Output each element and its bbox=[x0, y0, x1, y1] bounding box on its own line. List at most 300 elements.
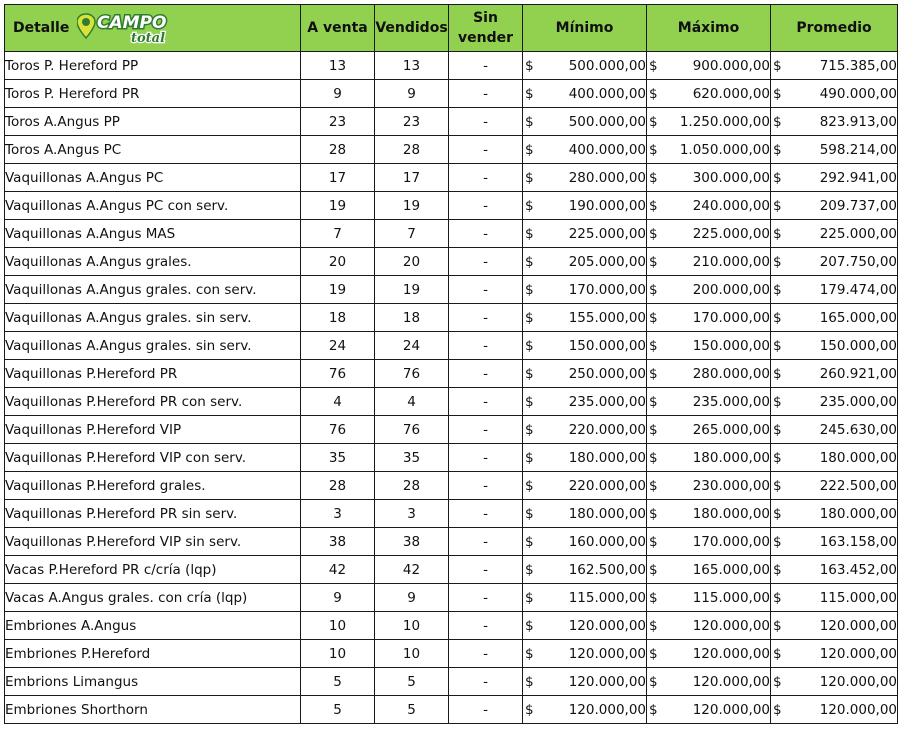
table-row bbox=[5, 80, 898, 108]
currency-symbol: $ bbox=[525, 113, 534, 130]
cell-vendidos: 76 bbox=[375, 416, 449, 444]
currency-symbol: $ bbox=[773, 505, 782, 522]
cell-a-venta: 76 bbox=[301, 360, 375, 388]
amount-value: 210.000,00 bbox=[692, 253, 770, 270]
table-row bbox=[5, 108, 898, 136]
cell-detalle: Vaquillonas A.Angus MAS bbox=[5, 220, 301, 248]
amount-value: 165.000,00 bbox=[692, 561, 770, 578]
amount-value: 163.452,00 bbox=[819, 561, 897, 578]
table-row bbox=[5, 388, 898, 416]
cell-a-venta: 10 bbox=[301, 612, 375, 640]
cell-vendidos: 10 bbox=[375, 612, 449, 640]
cell-vendidos: 20 bbox=[375, 248, 449, 276]
table-row bbox=[5, 192, 898, 220]
cell-detalle: Vaquillonas A.Angus PC con serv. bbox=[5, 192, 301, 220]
cell-vendidos: 19 bbox=[375, 192, 449, 220]
currency-symbol: $ bbox=[773, 197, 782, 214]
cell-vendidos: 9 bbox=[375, 584, 449, 612]
currency-symbol: $ bbox=[525, 141, 534, 158]
amount-value: 165.000,00 bbox=[819, 309, 897, 326]
amount-value: 170.000,00 bbox=[568, 281, 646, 298]
cell-vendidos: 17 bbox=[375, 164, 449, 192]
currency-symbol: $ bbox=[525, 645, 534, 662]
cell-vendidos: 28 bbox=[375, 472, 449, 500]
cell-a-venta: 5 bbox=[301, 696, 375, 724]
cell-maximo bbox=[647, 696, 771, 724]
cell-maximo bbox=[647, 192, 771, 220]
cell-sin-vender: - bbox=[449, 556, 523, 584]
currency-symbol: $ bbox=[525, 393, 534, 410]
table-row bbox=[5, 304, 898, 332]
cell-sin-vender: - bbox=[449, 612, 523, 640]
cell-minimo bbox=[523, 220, 647, 248]
currency-symbol: $ bbox=[773, 281, 782, 298]
cell-vendidos: 23 bbox=[375, 108, 449, 136]
amount-value: 265.000,00 bbox=[692, 421, 770, 438]
currency-symbol: $ bbox=[649, 141, 658, 158]
amount-value: 200.000,00 bbox=[692, 281, 770, 298]
currency-symbol: $ bbox=[525, 701, 534, 718]
cell-sin-vender: - bbox=[449, 360, 523, 388]
currency-symbol: $ bbox=[525, 365, 534, 382]
cell-minimo bbox=[523, 304, 647, 332]
amount-value: 222.500,00 bbox=[819, 477, 897, 494]
cell-detalle: Toros P. Hereford PP bbox=[5, 52, 301, 80]
cell-a-venta: 76 bbox=[301, 416, 375, 444]
currency-symbol: $ bbox=[525, 281, 534, 298]
amount-value: 120.000,00 bbox=[692, 701, 770, 718]
cell-a-venta: 38 bbox=[301, 528, 375, 556]
currency-symbol: $ bbox=[773, 225, 782, 242]
cell-detalle: Toros A.Angus PC bbox=[5, 136, 301, 164]
cell-vendidos: 4 bbox=[375, 388, 449, 416]
currency-symbol: $ bbox=[649, 561, 658, 578]
currency-symbol: $ bbox=[649, 393, 658, 410]
amount-value: 180.000,00 bbox=[692, 505, 770, 522]
cell-minimo bbox=[523, 248, 647, 276]
auction-results-table bbox=[4, 4, 898, 724]
currency-symbol: $ bbox=[649, 365, 658, 382]
cell-sin-vender: - bbox=[449, 668, 523, 696]
currency-symbol: $ bbox=[525, 505, 534, 522]
cell-promedio bbox=[771, 304, 898, 332]
amount-value: 120.000,00 bbox=[568, 617, 646, 634]
amount-value: 225.000,00 bbox=[692, 225, 770, 242]
cell-a-venta: 10 bbox=[301, 640, 375, 668]
currency-symbol: $ bbox=[525, 225, 534, 242]
currency-symbol: $ bbox=[525, 617, 534, 634]
cell-vendidos: 10 bbox=[375, 640, 449, 668]
cell-a-venta: 19 bbox=[301, 192, 375, 220]
cell-maximo bbox=[647, 332, 771, 360]
amount-value: 220.000,00 bbox=[568, 477, 646, 494]
cell-maximo bbox=[647, 444, 771, 472]
currency-symbol: $ bbox=[773, 113, 782, 130]
amount-value: 230.000,00 bbox=[692, 477, 770, 494]
cell-promedio bbox=[771, 388, 898, 416]
cell-promedio bbox=[771, 584, 898, 612]
table-row bbox=[5, 164, 898, 192]
currency-symbol: $ bbox=[649, 169, 658, 186]
amount-value: 120.000,00 bbox=[692, 645, 770, 662]
cell-detalle: Toros A.Angus PP bbox=[5, 108, 301, 136]
cell-detalle: Vacas A.Angus grales. con cría (lqp) bbox=[5, 584, 301, 612]
currency-symbol: $ bbox=[649, 309, 658, 326]
currency-symbol: $ bbox=[649, 281, 658, 298]
amount-value: 155.000,00 bbox=[568, 309, 646, 326]
cell-maximo bbox=[647, 360, 771, 388]
currency-symbol: $ bbox=[649, 57, 658, 74]
amount-value: 162.500,00 bbox=[568, 561, 646, 578]
cell-minimo bbox=[523, 332, 647, 360]
cell-maximo bbox=[647, 640, 771, 668]
amount-value: 620.000,00 bbox=[692, 85, 770, 102]
header-minimo: Mínimo bbox=[523, 5, 647, 52]
amount-value: 150.000,00 bbox=[819, 337, 897, 354]
amount-value: 120.000,00 bbox=[819, 673, 897, 690]
cell-promedio bbox=[771, 612, 898, 640]
cell-minimo bbox=[523, 612, 647, 640]
cell-vendidos: 3 bbox=[375, 500, 449, 528]
cell-minimo bbox=[523, 696, 647, 724]
amount-value: 179.474,00 bbox=[819, 281, 897, 298]
amount-value: 163.158,00 bbox=[819, 533, 897, 550]
cell-a-venta: 9 bbox=[301, 80, 375, 108]
cell-promedio bbox=[771, 640, 898, 668]
cell-vendidos: 5 bbox=[375, 696, 449, 724]
cell-maximo bbox=[647, 304, 771, 332]
cell-a-venta: 5 bbox=[301, 668, 375, 696]
cell-detalle: Vaquillonas P.Hereford grales. bbox=[5, 472, 301, 500]
currency-symbol: $ bbox=[649, 701, 658, 718]
cell-detalle: Toros P. Hereford PR bbox=[5, 80, 301, 108]
cell-vendidos: 18 bbox=[375, 304, 449, 332]
amount-value: 180.000,00 bbox=[568, 449, 646, 466]
cell-promedio bbox=[771, 80, 898, 108]
amount-value: 150.000,00 bbox=[568, 337, 646, 354]
cell-promedio bbox=[771, 136, 898, 164]
cell-minimo bbox=[523, 52, 647, 80]
currency-symbol: $ bbox=[773, 449, 782, 466]
cell-maximo bbox=[647, 528, 771, 556]
currency-symbol: $ bbox=[525, 85, 534, 102]
currency-symbol: $ bbox=[773, 169, 782, 186]
currency-symbol: $ bbox=[773, 701, 782, 718]
currency-symbol: $ bbox=[649, 337, 658, 354]
cell-detalle: Embriones A.Angus bbox=[5, 612, 301, 640]
campo-total-logo bbox=[77, 11, 177, 45]
table-row bbox=[5, 220, 898, 248]
cell-sin-vender: - bbox=[449, 220, 523, 248]
header-detalle bbox=[5, 5, 301, 52]
currency-symbol: $ bbox=[525, 421, 534, 438]
cell-detalle: Vaquillonas A.Angus grales. bbox=[5, 248, 301, 276]
header-row bbox=[5, 5, 898, 52]
cell-maximo bbox=[647, 80, 771, 108]
cell-minimo bbox=[523, 192, 647, 220]
cell-promedio bbox=[771, 696, 898, 724]
cell-a-venta: 9 bbox=[301, 584, 375, 612]
cell-maximo bbox=[647, 416, 771, 444]
cell-promedio bbox=[771, 556, 898, 584]
amount-value: 120.000,00 bbox=[692, 673, 770, 690]
currency-symbol: $ bbox=[773, 85, 782, 102]
currency-symbol: $ bbox=[773, 309, 782, 326]
currency-symbol: $ bbox=[649, 449, 658, 466]
table-row bbox=[5, 556, 898, 584]
currency-symbol: $ bbox=[773, 645, 782, 662]
amount-value: 598.214,00 bbox=[819, 141, 897, 158]
cell-vendidos: 9 bbox=[375, 80, 449, 108]
currency-symbol: $ bbox=[525, 477, 534, 494]
cell-a-venta: 23 bbox=[301, 108, 375, 136]
currency-symbol: $ bbox=[773, 393, 782, 410]
cell-detalle: Vacas P.Hereford PR c/cría (lqp) bbox=[5, 556, 301, 584]
cell-a-venta: 35 bbox=[301, 444, 375, 472]
cell-promedio bbox=[771, 52, 898, 80]
cell-minimo bbox=[523, 584, 647, 612]
cell-vendidos: 5 bbox=[375, 668, 449, 696]
cell-detalle: Vaquillonas A.Angus PC bbox=[5, 164, 301, 192]
currency-symbol: $ bbox=[773, 141, 782, 158]
cell-maximo bbox=[647, 164, 771, 192]
currency-symbol: $ bbox=[525, 253, 534, 270]
amount-value: 500.000,00 bbox=[568, 113, 646, 130]
cell-maximo bbox=[647, 500, 771, 528]
table-row bbox=[5, 52, 898, 80]
currency-symbol: $ bbox=[773, 617, 782, 634]
header-detalle-label: Detalle bbox=[13, 20, 70, 36]
cell-sin-vender: - bbox=[449, 528, 523, 556]
currency-symbol: $ bbox=[525, 673, 534, 690]
amount-value: 235.000,00 bbox=[819, 393, 897, 410]
cell-a-venta: 24 bbox=[301, 332, 375, 360]
amount-value: 490.000,00 bbox=[819, 85, 897, 102]
amount-value: 400.000,00 bbox=[568, 85, 646, 102]
currency-symbol: $ bbox=[525, 589, 534, 606]
cell-minimo bbox=[523, 556, 647, 584]
cell-sin-vender: - bbox=[449, 192, 523, 220]
cell-promedio bbox=[771, 528, 898, 556]
amount-value: 207.750,00 bbox=[819, 253, 897, 270]
amount-value: 170.000,00 bbox=[692, 309, 770, 326]
cell-sin-vender: - bbox=[449, 276, 523, 304]
cell-minimo bbox=[523, 108, 647, 136]
cell-vendidos: 28 bbox=[375, 136, 449, 164]
amount-value: 209.737,00 bbox=[819, 197, 897, 214]
currency-symbol: $ bbox=[525, 309, 534, 326]
cell-a-venta: 4 bbox=[301, 388, 375, 416]
svg-text:CAMPO: CAMPO bbox=[97, 13, 167, 33]
currency-symbol: $ bbox=[773, 589, 782, 606]
table-row bbox=[5, 360, 898, 388]
amount-value: 160.000,00 bbox=[568, 533, 646, 550]
cell-sin-vender: - bbox=[449, 696, 523, 724]
cell-minimo bbox=[523, 444, 647, 472]
cell-sin-vender: - bbox=[449, 80, 523, 108]
cell-detalle: Vaquillonas P.Hereford VIP sin serv. bbox=[5, 528, 301, 556]
currency-symbol: $ bbox=[649, 421, 658, 438]
cell-sin-vender: - bbox=[449, 640, 523, 668]
cell-sin-vender: - bbox=[449, 584, 523, 612]
amount-value: 120.000,00 bbox=[819, 701, 897, 718]
cell-minimo bbox=[523, 164, 647, 192]
cell-promedio bbox=[771, 276, 898, 304]
amount-value: 180.000,00 bbox=[819, 505, 897, 522]
cell-vendidos: 35 bbox=[375, 444, 449, 472]
currency-symbol: $ bbox=[649, 225, 658, 242]
cell-minimo bbox=[523, 276, 647, 304]
table-row bbox=[5, 584, 898, 612]
cell-detalle: Embriones P.Hereford bbox=[5, 640, 301, 668]
amount-value: 260.921,00 bbox=[819, 365, 897, 382]
cell-maximo bbox=[647, 136, 771, 164]
amount-value: 235.000,00 bbox=[692, 393, 770, 410]
cell-detalle: Embrions Limangus bbox=[5, 668, 301, 696]
table-row bbox=[5, 612, 898, 640]
table-row bbox=[5, 248, 898, 276]
cell-sin-vender: - bbox=[449, 136, 523, 164]
cell-promedio bbox=[771, 444, 898, 472]
amount-value: 120.000,00 bbox=[568, 673, 646, 690]
currency-symbol: $ bbox=[649, 253, 658, 270]
amount-value: 240.000,00 bbox=[692, 197, 770, 214]
currency-symbol: $ bbox=[773, 477, 782, 494]
cell-sin-vender: - bbox=[449, 472, 523, 500]
currency-symbol: $ bbox=[649, 589, 658, 606]
cell-sin-vender: - bbox=[449, 416, 523, 444]
table-row bbox=[5, 500, 898, 528]
table-row bbox=[5, 444, 898, 472]
currency-symbol: $ bbox=[649, 645, 658, 662]
currency-symbol: $ bbox=[773, 365, 782, 382]
cell-promedio bbox=[771, 668, 898, 696]
table-row bbox=[5, 696, 898, 724]
amount-value: 120.000,00 bbox=[692, 617, 770, 634]
amount-value: 115.000,00 bbox=[568, 589, 646, 606]
cell-promedio bbox=[771, 108, 898, 136]
currency-symbol: $ bbox=[525, 197, 534, 214]
logo-icon bbox=[77, 11, 177, 45]
amount-value: 823.913,00 bbox=[819, 113, 897, 130]
table-row bbox=[5, 416, 898, 444]
cell-vendidos: 7 bbox=[375, 220, 449, 248]
amount-value: 292.941,00 bbox=[819, 169, 897, 186]
cell-detalle: Vaquillonas P.Hereford PR con serv. bbox=[5, 388, 301, 416]
currency-symbol: $ bbox=[525, 533, 534, 550]
amount-value: 170.000,00 bbox=[692, 533, 770, 550]
cell-vendidos: 19 bbox=[375, 276, 449, 304]
cell-sin-vender: - bbox=[449, 500, 523, 528]
currency-symbol: $ bbox=[649, 505, 658, 522]
amount-value: 150.000,00 bbox=[692, 337, 770, 354]
cell-a-venta: 17 bbox=[301, 164, 375, 192]
cell-maximo bbox=[647, 472, 771, 500]
cell-a-venta: 42 bbox=[301, 556, 375, 584]
header-maximo: Máximo bbox=[647, 5, 771, 52]
cell-detalle: Vaquillonas P.Hereford PR bbox=[5, 360, 301, 388]
cell-a-venta: 18 bbox=[301, 304, 375, 332]
cell-minimo bbox=[523, 136, 647, 164]
table-row bbox=[5, 668, 898, 696]
cell-maximo bbox=[647, 668, 771, 696]
table-row bbox=[5, 472, 898, 500]
cell-minimo bbox=[523, 416, 647, 444]
cell-minimo bbox=[523, 668, 647, 696]
amount-value: 280.000,00 bbox=[568, 169, 646, 186]
cell-promedio bbox=[771, 500, 898, 528]
amount-value: 120.000,00 bbox=[568, 645, 646, 662]
amount-value: 115.000,00 bbox=[819, 589, 897, 606]
cell-promedio bbox=[771, 164, 898, 192]
cell-vendidos: 24 bbox=[375, 332, 449, 360]
header-sin-vender: Sin vender bbox=[449, 5, 523, 52]
currency-symbol: $ bbox=[649, 113, 658, 130]
cell-detalle: Vaquillonas P.Hereford VIP bbox=[5, 416, 301, 444]
currency-symbol: $ bbox=[773, 337, 782, 354]
currency-symbol: $ bbox=[525, 169, 534, 186]
amount-value: 220.000,00 bbox=[568, 421, 646, 438]
cell-vendidos: 38 bbox=[375, 528, 449, 556]
cell-minimo bbox=[523, 500, 647, 528]
cell-sin-vender: - bbox=[449, 388, 523, 416]
amount-value: 900.000,00 bbox=[692, 57, 770, 74]
cell-maximo bbox=[647, 612, 771, 640]
cell-vendidos: 76 bbox=[375, 360, 449, 388]
cell-maximo bbox=[647, 584, 771, 612]
amount-value: 180.000,00 bbox=[692, 449, 770, 466]
amount-value: 1.050.000,00 bbox=[679, 141, 770, 158]
currency-symbol: $ bbox=[525, 449, 534, 466]
amount-value: 180.000,00 bbox=[568, 505, 646, 522]
cell-minimo bbox=[523, 360, 647, 388]
currency-symbol: $ bbox=[525, 57, 534, 74]
currency-symbol: $ bbox=[773, 561, 782, 578]
amount-value: 1.250.000,00 bbox=[679, 113, 770, 130]
cell-a-venta: 7 bbox=[301, 220, 375, 248]
cell-a-venta: 28 bbox=[301, 472, 375, 500]
cell-detalle: Embriones Shorthorn bbox=[5, 696, 301, 724]
amount-value: 245.630,00 bbox=[819, 421, 897, 438]
cell-maximo bbox=[647, 108, 771, 136]
currency-symbol: $ bbox=[773, 533, 782, 550]
amount-value: 205.000,00 bbox=[568, 253, 646, 270]
svg-text:total: total bbox=[131, 31, 166, 45]
table-row bbox=[5, 528, 898, 556]
cell-maximo bbox=[647, 52, 771, 80]
cell-minimo bbox=[523, 80, 647, 108]
amount-value: 250.000,00 bbox=[568, 365, 646, 382]
amount-value: 400.000,00 bbox=[568, 141, 646, 158]
amount-value: 225.000,00 bbox=[819, 225, 897, 242]
cell-promedio bbox=[771, 248, 898, 276]
amount-value: 190.000,00 bbox=[568, 197, 646, 214]
cell-sin-vender: - bbox=[449, 248, 523, 276]
amount-value: 225.000,00 bbox=[568, 225, 646, 242]
table-row bbox=[5, 276, 898, 304]
cell-sin-vender: - bbox=[449, 164, 523, 192]
amount-value: 235.000,00 bbox=[568, 393, 646, 410]
cell-detalle: Vaquillonas P.Hereford VIP con serv. bbox=[5, 444, 301, 472]
cell-detalle: Vaquillonas A.Angus grales. sin serv. bbox=[5, 304, 301, 332]
currency-symbol: $ bbox=[649, 617, 658, 634]
currency-symbol: $ bbox=[773, 253, 782, 270]
cell-maximo bbox=[647, 248, 771, 276]
header-promedio: Promedio bbox=[771, 5, 898, 52]
currency-symbol: $ bbox=[649, 85, 658, 102]
amount-value: 120.000,00 bbox=[819, 617, 897, 634]
cell-detalle: Vaquillonas A.Angus grales. con serv. bbox=[5, 276, 301, 304]
